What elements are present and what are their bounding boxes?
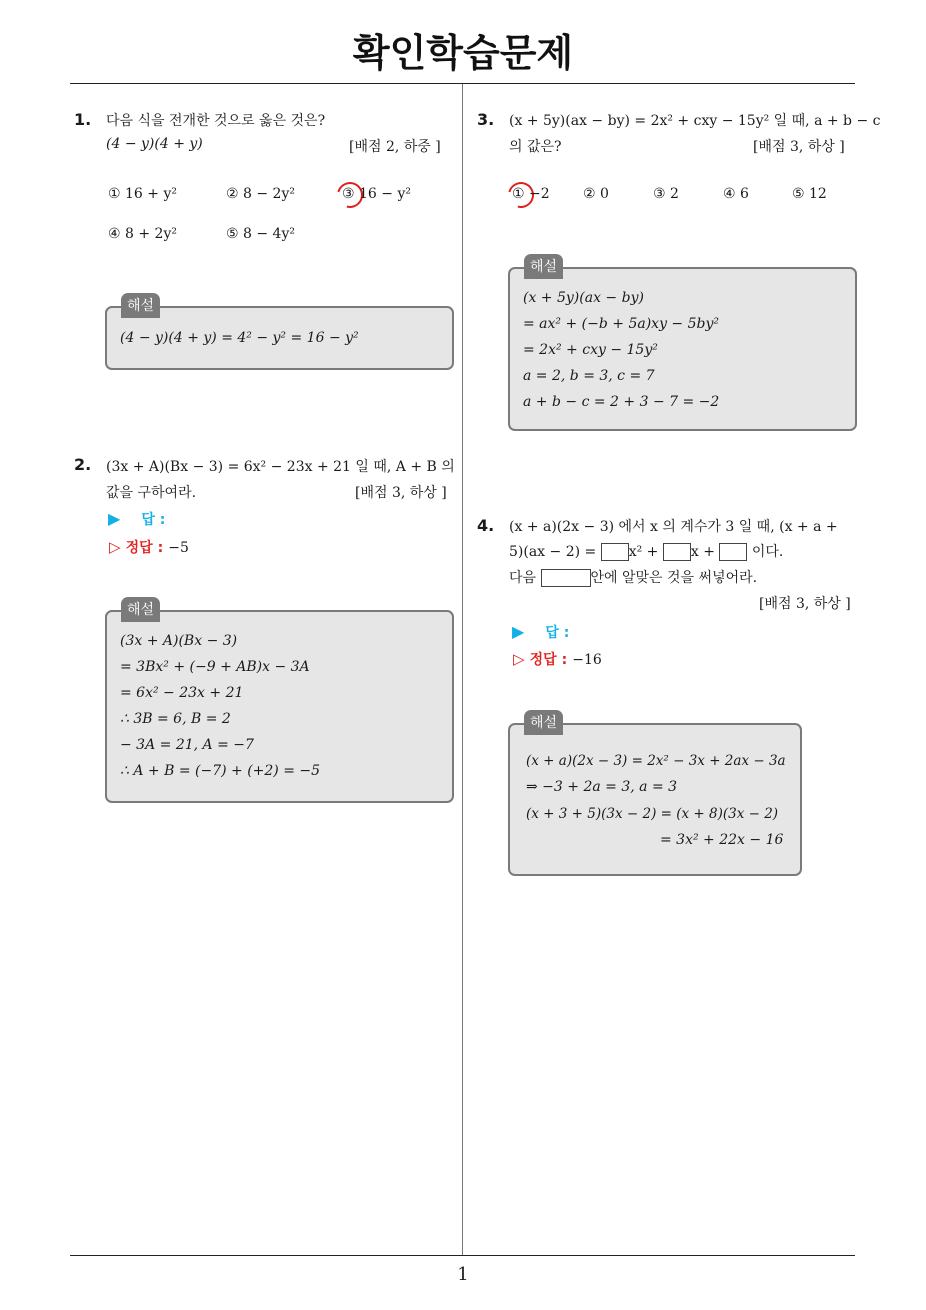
solution-box (508, 715, 802, 876)
blank-box-example (541, 569, 591, 587)
solution-line: a + b − c = 2 + 3 − 7 = −2 (523, 394, 720, 410)
solution-line: (x + a)(2x − 3) = 2x² − 3x + 2ax − 3a (526, 753, 786, 769)
expression-part: 이다. (751, 544, 784, 560)
column-divider (462, 84, 463, 1255)
solution-line: ⇒ −3 + 2a = 3, a = 3 (526, 779, 678, 795)
option-1[interactable]: ① −2 (512, 186, 550, 202)
expression-part: x + (690, 544, 715, 560)
question-text-line-1: (3x + A)(Bx − 3) = 6x² − 23x + 21 일 때, A + B 의 (106, 459, 455, 475)
question-expression: (4 − y)(4 + y) (106, 136, 203, 152)
solution-line: (3x + A)(Bx − 3) (120, 633, 238, 649)
question-text-line-2 (509, 541, 783, 561)
play-icon: ▶ (512, 622, 525, 641)
solution-line: = 2x² + cxy − 15y² (523, 342, 658, 358)
answer-blank-box[interactable] (663, 543, 691, 561)
solution-line: ∴ A + B = (−7) + (+2) = −5 (120, 763, 321, 779)
answer-row (512, 622, 569, 642)
solution-tag: 해설 (121, 293, 160, 318)
option-5[interactable]: ⑤ 8 − 4y² (226, 226, 295, 242)
solution-tag: 해설 (524, 710, 563, 735)
score-label: [배점 2, 하중 ] (349, 139, 441, 155)
option-4[interactable]: ④ 6 (723, 186, 749, 202)
solution-line: (4 − y)(4 + y) = 4² − y² = 16 − y² (120, 330, 359, 346)
solution-line: − 3A = 21, A = −7 (120, 737, 254, 753)
expression-part: 5)(ax − 2) = (509, 544, 597, 560)
correct-answer-value: −16 (572, 652, 602, 668)
question-text: 다음 식을 전개한 것으로 옳은 것은? (106, 113, 326, 129)
solution-line: (x + 3 + 5)(3x − 2) = (x + 8)(3x − 2) (526, 806, 779, 822)
question-number: 2. (74, 455, 92, 474)
solution-box (105, 602, 454, 803)
solution-line: = 3Bx² + (−9 + AB)x − 3A (120, 659, 310, 675)
triangle-outline-icon: ▷ (513, 650, 525, 668)
solution-line: ∴ 3B = 6, B = 2 (120, 711, 231, 727)
question-number: 1. (74, 110, 92, 129)
solution-box (508, 259, 857, 431)
correct-answer-label: 정답 : (125, 540, 164, 556)
triangle-outline-icon: ▷ (109, 538, 121, 556)
correct-answer-label: 정답 : (529, 652, 568, 668)
play-icon: ▶ (108, 509, 121, 528)
option-2[interactable]: ② 0 (583, 186, 609, 202)
option-1[interactable]: ① 16 + y² (108, 186, 177, 202)
score-label: [배점 3, 하상 ] (355, 485, 447, 501)
correct-answer-row (109, 537, 189, 557)
solution-line: = 3x² + 22x − 16 (660, 832, 784, 848)
score-label: [배점 3, 하상 ] (753, 139, 845, 155)
answer-blank-box[interactable] (601, 543, 629, 561)
solution-box (105, 298, 454, 370)
correct-answer-value: −5 (168, 540, 189, 556)
solution-line: (x + 5y)(ax − by) (523, 290, 644, 306)
answer-row (108, 509, 165, 529)
footer-rule (70, 1255, 855, 1256)
solution-line: = 6x² − 23x + 21 (120, 685, 244, 701)
question-text-line-3 (509, 567, 757, 587)
option-3[interactable]: ③ 2 (653, 186, 679, 202)
solution-line: a = 2, b = 3, c = 7 (523, 368, 655, 384)
option-3[interactable]: ③ 16 − y² (342, 186, 411, 202)
solution-tag: 해설 (121, 597, 160, 622)
question-text-line-2: 값을 구하여라. (106, 485, 197, 501)
score-label: [배점 3, 하상 ] (759, 596, 851, 612)
correct-answer-row (513, 649, 602, 669)
option-5[interactable]: ⑤ 12 (792, 186, 827, 202)
instruction-part: 안에 알맞은 것을 써넣어라. (590, 570, 758, 586)
instruction-part: 다음 (509, 570, 537, 586)
question-text-line-2: 의 값은? (509, 139, 562, 155)
question-number: 4. (477, 516, 495, 535)
question-text-line-1: (x + a)(2x − 3) 에서 x 의 계수가 3 일 때, (x + a + (509, 519, 838, 535)
solution-tag: 해설 (524, 254, 563, 279)
question-number: 3. (477, 110, 495, 129)
page-title: 확인학습문제 (352, 31, 574, 75)
question-text-line-1: (x + 5y)(ax − by) = 2x² + cxy − 15y² 일 때, a + b − c (509, 113, 881, 129)
expression-part: x² + (628, 544, 659, 560)
solution-line: = ax² + (−b + 5a)xy − 5by² (523, 316, 719, 332)
answer-label: 답 : (141, 512, 166, 528)
page-number: 1 (457, 1264, 469, 1285)
answer-label: 답 : (545, 625, 570, 641)
option-2[interactable]: ② 8 − 2y² (226, 186, 295, 202)
option-4[interactable]: ④ 8 + 2y² (108, 226, 177, 242)
answer-blank-box[interactable] (719, 543, 747, 561)
